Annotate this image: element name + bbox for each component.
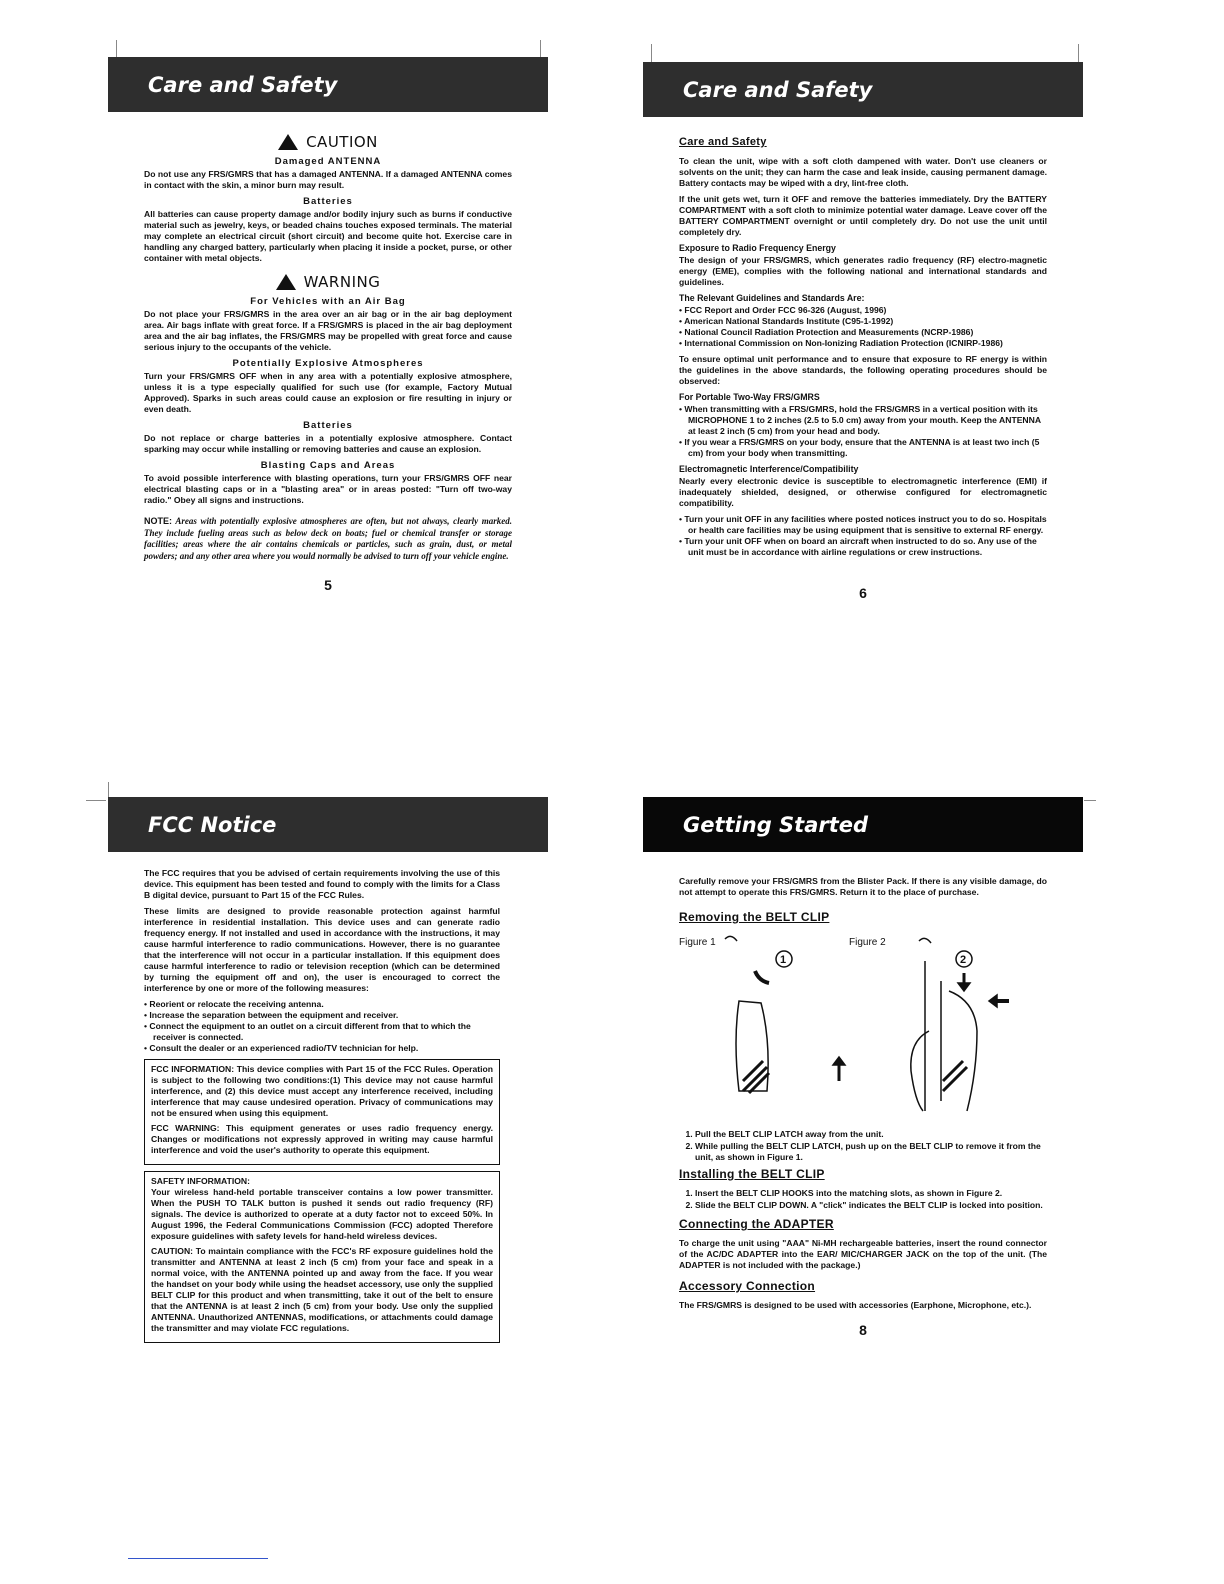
list-item: • Turn your unit OFF in any facilities where posted notices instruct you to do so. Hospitals or health care facilities may be using equipment that is sensitive to external RF energy. (679, 514, 1047, 535)
list-item: • International Commission on Non-Ionizing Radiation Protection (ICNIRP-1986) (679, 338, 1003, 348)
paragraph: Your wireless hand-held portable transceiver contains a low power transmitter. When the PUSH TO TALK button is pushed it sends out radio frequency (RF) signals. The device is authorized to operate at a duty factor not to exceed 50%. In August 1996, the Federal Communications Commission (FCC) adopted Therefore exposure guidelines with safety levels for hand-held wireless devices. (151, 1187, 493, 1241)
measures-list (144, 999, 500, 1054)
figure-label: Figure 2 (849, 937, 886, 948)
list-item: • National Council Radiation Protection and Measurements (NCRP-1986) (679, 327, 974, 337)
caution-label: CAUTION (306, 132, 378, 151)
crop-mark (86, 800, 106, 801)
subheading: The Relevant Guidelines and Standards Are: (679, 293, 865, 303)
list-item: 1. Pull the BELT CLIP LATCH away from the unit. (695, 1129, 1047, 1140)
list-item: • Reorient or relocate the receiving antenna. (144, 999, 324, 1009)
subheading: Blasting Caps and Areas (260, 460, 396, 471)
paragraph: FCC WARNING: This equipment generates or uses radio frequency energy. Changes or modifications not expressly approved in writing may cause harmful interference and void the user's authority to operate this equipment. (151, 1123, 493, 1155)
paragraph: The design of your FRS/GMRS, which generates radio frequency (RF) electro-magnetic energy (EME), complies with the following national and international standards and guidelines. (679, 255, 1047, 287)
subheading: SAFETY INFORMATION: (151, 1176, 250, 1186)
section-title: Removing the BELT CLIP (679, 910, 830, 924)
page-body (643, 876, 1083, 1336)
paragraph: The FRS/GMRS is designed to be used with accessories (Earphone, Microphone, etc.). (679, 1300, 1032, 1310)
portable-list (679, 404, 1047, 459)
callout-number: 2 (960, 954, 967, 966)
paragraph: FCC INFORMATION: This device complies with Part 15 of the FCC Rules. Operation is subject to the following two conditions:(1) This device may not cause harmful interference, and (2) this device must accept any interference received, including interference that may cause undesired operation. Privacy of communications may not be ensured when using this equipment. (151, 1064, 493, 1118)
subheading: Batteries (303, 420, 353, 431)
paragraph: Do not use any FRS/GMRS that has a damaged ANTENNA. If a damaged ANTENNA comes in contact with the skin, a minor burn may result. (144, 169, 512, 190)
removing-steps (679, 1129, 1047, 1163)
paragraph: These limits are designed to provide reasonable protection against harmful interference in residential installation. This device uses and can generate radio frequency energy. If not installed and used in accordance with the instructions, it may cause harmful interference to radio communications. However, there is no guarantee that the interference will not occur in a particular installation. If this equipment does cause harmful interference to radio or television reception (which can be determined by turning the equipment off and on), the user is encouraged to correct the interference by one or more of the following measures: (144, 906, 500, 993)
section-title: Accessory Connection (679, 1279, 816, 1293)
list-item: • If you wear a FRS/GMRS on your body, ensure that the ANTENNA is at least two inch (5 cm) from your body when transmitting. (679, 437, 1040, 458)
subheading: Batteries (303, 196, 353, 207)
page-body (108, 134, 548, 591)
page-header: Care and Safety (643, 62, 1083, 117)
caution-heading (144, 134, 512, 150)
warning-label: WARNING (303, 272, 381, 291)
list-item: • Increase the separation between the equipment and receiver. (144, 1010, 399, 1020)
figure-label: Figure 1 (679, 937, 716, 948)
list-item: 2. Slide the BELT CLIP DOWN. A "click" indicates the BELT CLIP is locked into position. (695, 1200, 1047, 1211)
crop-mark (1078, 44, 1079, 62)
list-item: • Turn your unit OFF when on board an aircraft when instructed to do so. Any use of the unit must be in accordance with airline regulations or crew instructions. (679, 536, 1037, 557)
crop-mark (1084, 800, 1096, 801)
paragraph: To clean the unit, wipe with a soft cloth dampened with water. Don't use cleaners or solvents on the unit; they can harm the case and leak inside, causing permanent damage. Battery contacts may be wiped with a dry, lint-free cloth. (679, 156, 1047, 188)
fcc-information-box (144, 1059, 500, 1165)
standards-list (679, 305, 1047, 349)
callout-number: 1 (780, 954, 787, 966)
subheading: Electromagnetic Interference/Compatibility (679, 464, 859, 474)
page-header: Care and Safety (108, 57, 548, 112)
paragraph: The FCC requires that you be advised of certain requirements involving the use of this device. This equipment has been tested and found to comply with the limits for a Class B digital device, pursuant to Part 15 of the FCC Rules. (144, 868, 500, 900)
list-item: • When transmitting with a FRS/GMRS, hold the FRS/GMRS in a vertical position with its MICROPHONE 1 to 2 inches (2.5 to 5.0 cm) away from your mouth. Keep the ANTENNA at least 2 inch (5 cm) from your head and body. (679, 404, 1041, 436)
paragraph: Do not place your FRS/GMRS in the area over an air bag or in the air bag deployment area. Air bags inflate with great force. If a FRS/GMRS is placed in the air bag deployment area and the air bag inflates, the FRS/GMRS may be propelled with great force and cause serious injury to the occupants of the vehicle. (144, 309, 512, 352)
paragraph: CAUTION: To maintain compliance with the FCC's RF exposure guidelines hold the transmitter and ANTENNA at least 2 inch (5 cm) from your face and speak in a normal voice, with the ANTENNA pointed up and away from the face. If you wear the handset on your body while using the headset accessory, use only the supplied BELT CLIP for this product and when transmitting, take it out of the belt to ensure that the ANTENNA is at least 2 inch (5 cm) from your body. Use only the supplied ANTENNA. Unauthorized ANTENNAS, modifications, or attachments could damage the transmitter and may violate FCC regulations. (151, 1246, 493, 1333)
crop-mark (116, 40, 117, 58)
section-title: Connecting the ADAPTER (679, 1217, 834, 1231)
list-item: • American National Standards Institute (C95-1-1992) (679, 316, 894, 326)
radio-figure-1-icon (725, 936, 845, 1093)
warning-heading (144, 274, 512, 290)
installing-steps (679, 1188, 1047, 1211)
paragraph: To charge the unit using "AAA" Ni-MH rechargeable batteries, insert the round connector of the AC/DC ADAPTER into the EAR/ MIC/CHARGER JACK on the top of the unit. (The ADAPTER is not included with the package.) (679, 1238, 1047, 1270)
list-item: • Consult the dealer or an experienced radio/TV technician for help. (144, 1043, 419, 1053)
section-title: Installing the BELT CLIP (679, 1167, 825, 1181)
paragraph: If the unit gets wet, turn it OFF and remove the batteries immediately. Dry the BATTERY COMPARTMENT with a soft cloth to minimize potential water damage. Leave cover off the BATTERY COMPARTMENT overnight or until completely dry. Do not use the unit until completely dry. (679, 194, 1047, 237)
list-item: 1. Insert the BELT CLIP HOOKS into the matching slots, as shown in Figure 2. (695, 1188, 1047, 1199)
page-care-safety-6 (643, 62, 1083, 599)
note-text: Areas with potentially explosive atmospheres are often, but not always, clearly marked. They include fueling areas such as below deck on boats; fuel or chemical transfer or storage facilities; areas where the air contains chemicals or particles, such as grain, dust, or metal powders; and any other area where you would normally be advised to turn off your vehicle engine. (144, 516, 512, 561)
subheading: Potentially Explosive Atmospheres (232, 358, 424, 369)
section-title: Care and Safety (679, 136, 767, 148)
crop-mark (540, 40, 541, 58)
radio-figure-2-icon (911, 938, 1009, 1111)
page-header: FCC Notice (108, 797, 548, 852)
page-care-safety-5 (108, 57, 548, 591)
warning-triangle-icon (278, 134, 298, 150)
page-header: Getting Started (643, 797, 1083, 852)
list-item: 2. While pulling the BELT CLIP LATCH, push up on the BELT CLIP to remove it from the unit, as shown in Figure 1. (695, 1141, 1047, 1163)
warning-triangle-icon (276, 274, 296, 290)
subheading: Damaged ANTENNA (274, 156, 382, 167)
page-getting-started (643, 797, 1083, 1336)
note-label: NOTE: (144, 516, 172, 526)
subheading: For Portable Two-Way FRS/GMRS (679, 392, 820, 402)
page-fcc-notice (108, 797, 548, 1349)
subheading: Exposure to Radio Frequency Energy (679, 243, 836, 253)
safety-information-box (144, 1171, 500, 1343)
paragraph: All batteries can cause property damage and/or bodily injury such as burns if conductive material such as jewelry, keys, or beaded chains touches exposed terminals. The material may complete an electrical circuit (short circuit) and become quite hot. Exercise care in handling any charged battery, particularly when placing it inside a pocket, purse, or other container with metal objects. (144, 209, 512, 263)
paragraph: Carefully remove your FRS/GMRS from the Blister Pack. If there is any visible damage, do not attempt to operate this FRS/GMRS. Return it to the place of purchase. (679, 876, 1047, 897)
emi-list (679, 514, 1047, 558)
page-number: 5 (324, 577, 332, 593)
paragraph: Do not replace or charge batteries in a potentially explosive atmosphere. Contact sparking may occur while installing or removing batteries and cause an explosion. (144, 433, 512, 454)
page-body (108, 868, 548, 1343)
page-number: 6 (859, 585, 867, 601)
crop-mark (108, 782, 109, 798)
footer-link-line (128, 1558, 268, 1559)
subheading: For Vehicles with an Air Bag (250, 296, 406, 307)
paragraph: To ensure optimal unit performance and to ensure that exposure to RF energy is within the guidelines in the above standards, the following operating procedures should be observed: (679, 354, 1047, 386)
page-body (643, 137, 1083, 599)
paragraph: To avoid possible interference with blasting operations, turn your FRS/GMRS OFF near electrical blasting caps or in a "blasting area" or in areas posted: "Turn off two-way radio." Obey all signs and instructions. (144, 473, 512, 505)
paragraph: Turn your FRS/GMRS OFF when in any area with a potentially explosive atmosphere, unless it is a type especially qualified for such use (for example, Factory Mutual Approved). Sparks in such areas could cause an explosion or fire resulting in injury or even death. (144, 371, 512, 414)
crop-mark (651, 44, 652, 62)
list-item: • Connect the equipment to an outlet on a circuit different from that to which the receiver is connected. (144, 1021, 471, 1042)
list-item: • FCC Report and Order FCC 96-326 (August, 1996) (679, 305, 887, 315)
paragraph: Nearly every electronic device is susceptible to electromagnetic interference (EMI) if inadequately shielded, designed, or otherwise configured for electromagnetic compatibility. (679, 476, 1047, 508)
belt-clip-figures (679, 931, 1047, 1121)
belt-clip-illustration (679, 931, 1049, 1121)
note-paragraph (144, 516, 512, 562)
page-number: 8 (859, 1322, 867, 1338)
